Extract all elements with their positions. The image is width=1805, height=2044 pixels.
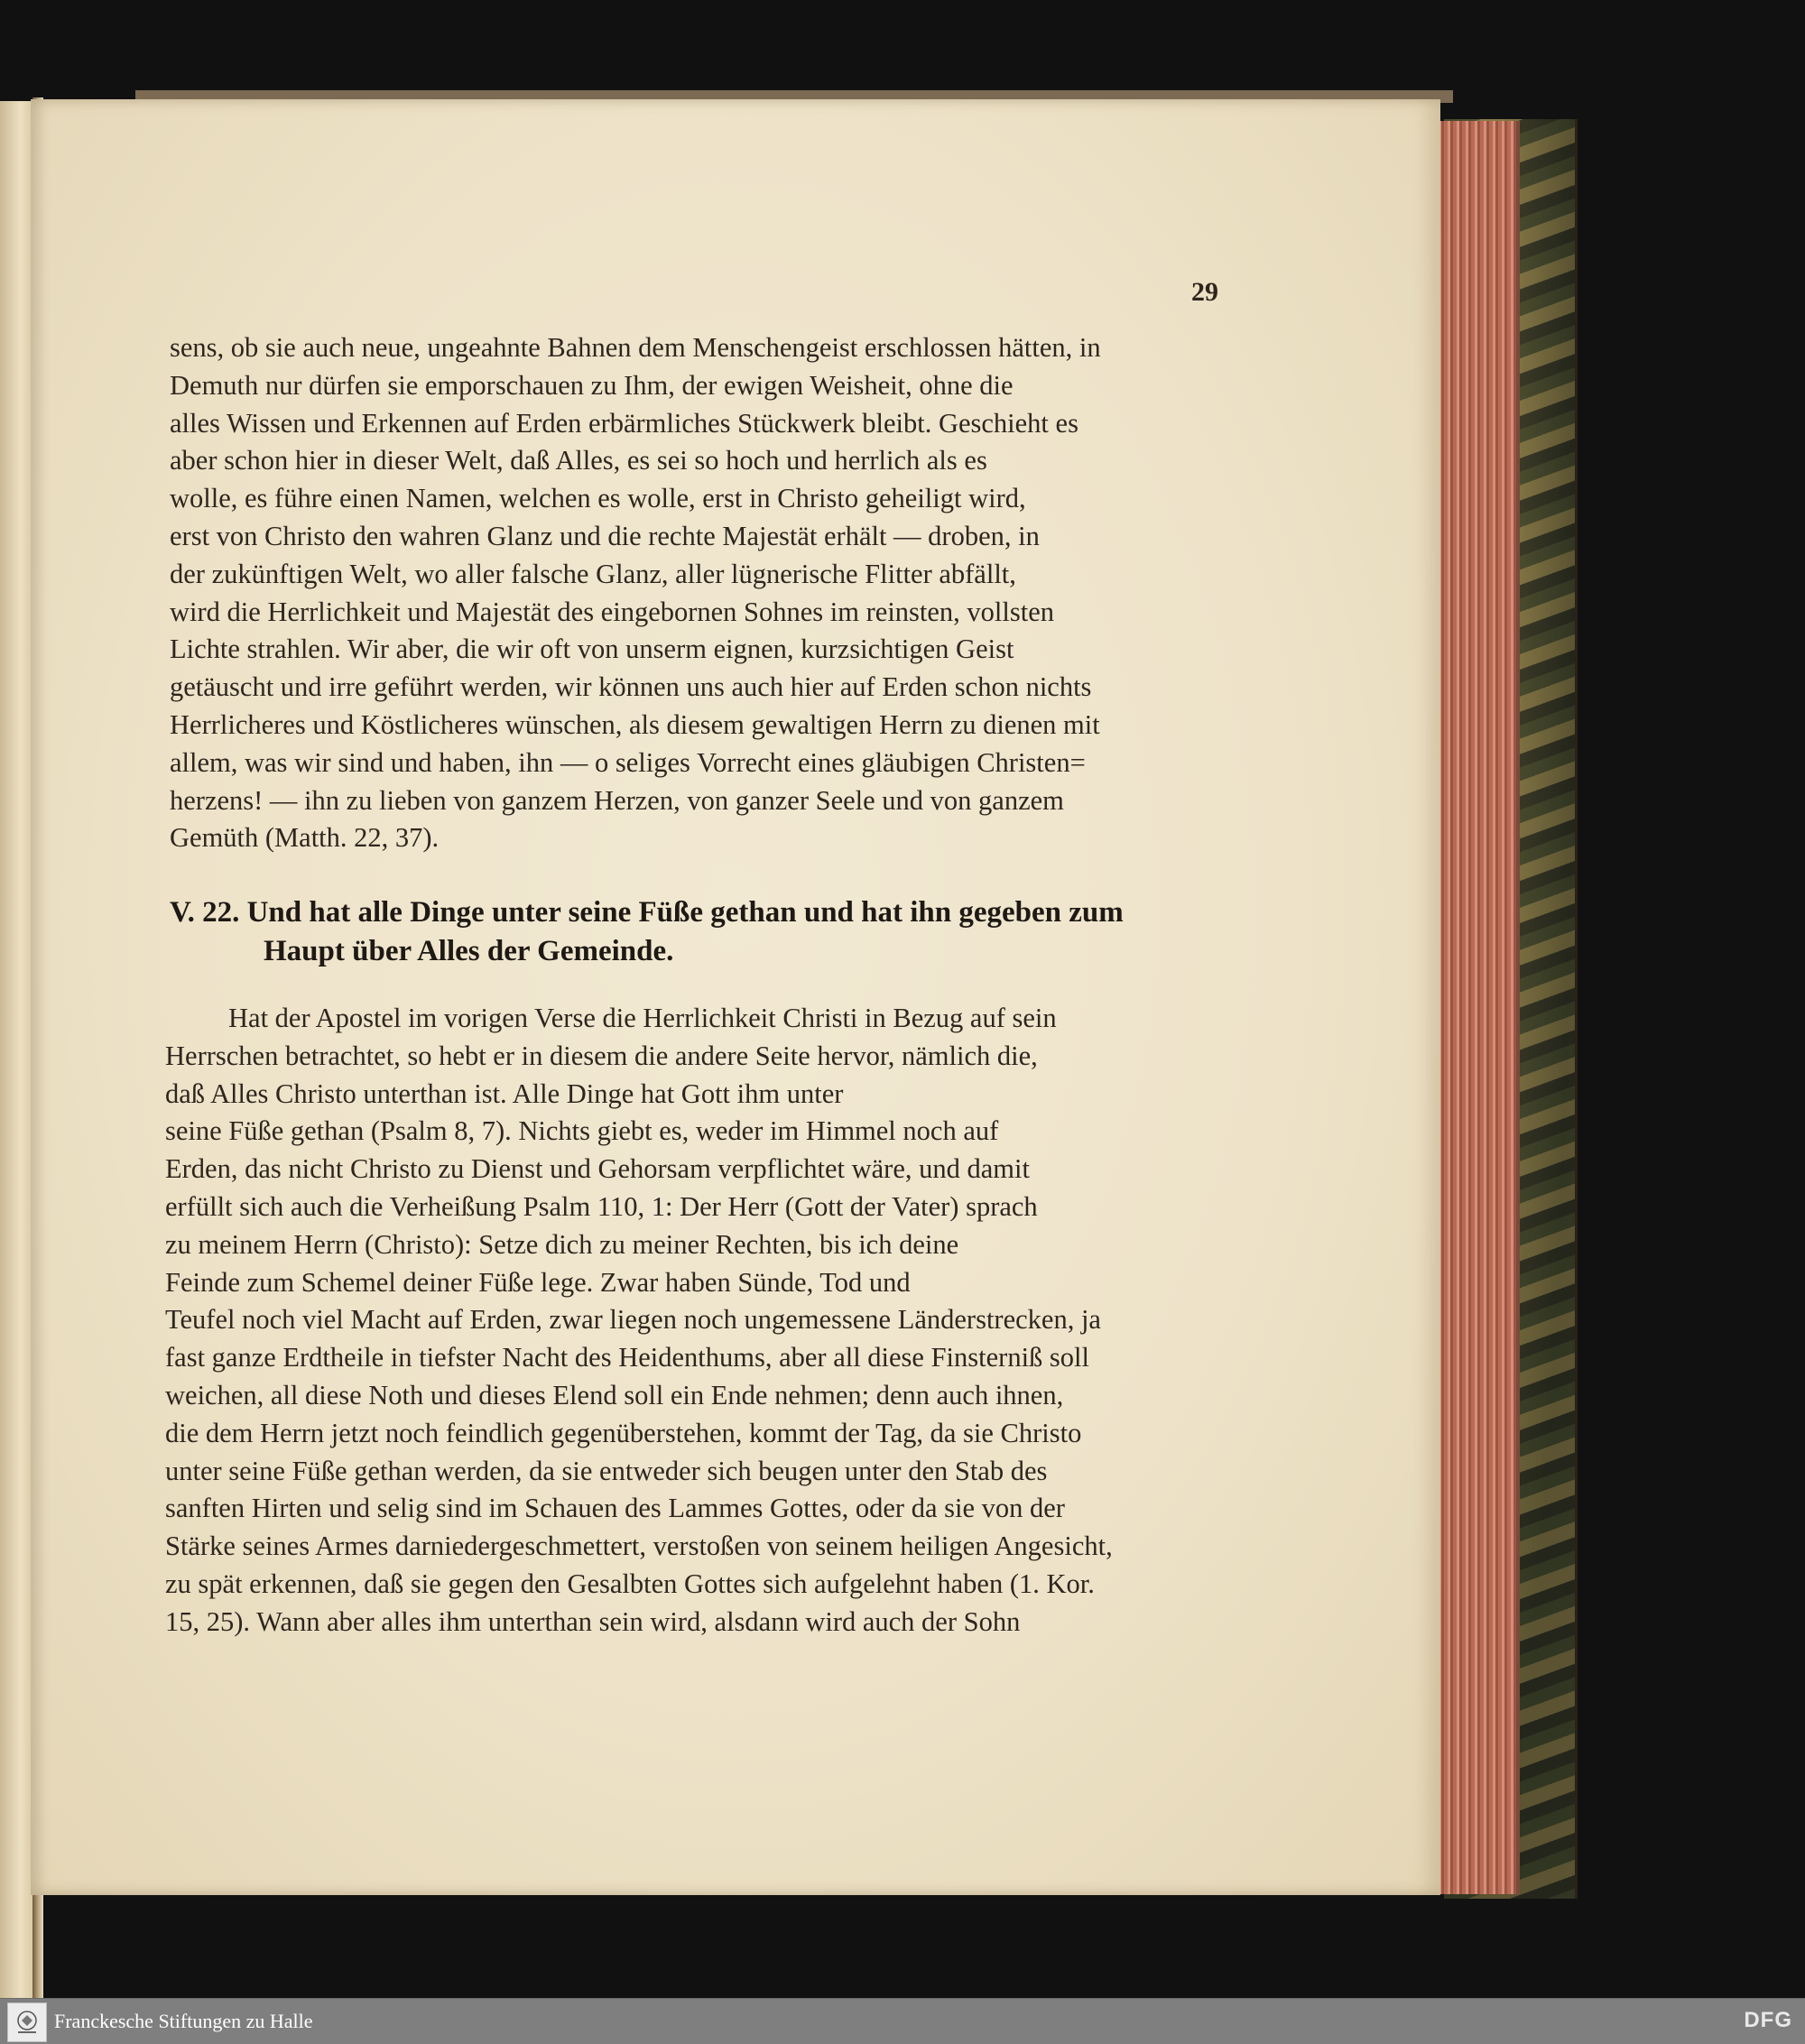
text-line: Demuth nur dürfen sie emporschauen zu Ihm, der ewigen Weisheit, ohne die bbox=[170, 369, 1014, 401]
text-line: Lichte strahlen. Wir aber, die wir oft von unserm eignen, kurzsichtigen Geist bbox=[170, 634, 1014, 665]
text-line: Erden, das nicht Christo zu Dienst und Gehorsam verpflichtet wäre, und damit bbox=[165, 1153, 1030, 1185]
text-line: herzens! — ihn zu lieben von ganzem Herzen, von ganzer Seele und von ganzem bbox=[170, 784, 1064, 816]
text-line: fast ganze Erdtheile in tiefster Nacht des Heidenthums, aber all diese Finsterniß soll bbox=[165, 1342, 1089, 1373]
text-line: wird die Herrlichkeit und Majestät des eingebornen Sohnes im reinsten, vollsten bbox=[170, 596, 1055, 627]
text-line: seine Füße gethan (Psalm 8, 7). Nichts giebt es, weder im Himmel noch auf bbox=[165, 1115, 999, 1147]
text-line: zu meinem Herrn (Christo): Setze dich zu meiner Rechten, bis ich deine bbox=[165, 1228, 959, 1260]
seal-icon[interactable] bbox=[7, 2002, 47, 2042]
institution-name[interactable]: Franckesche Stiftungen zu Halle bbox=[54, 2010, 313, 2032]
verse-heading bbox=[170, 893, 1227, 971]
text-line: weichen, all diese Noth und dieses Elend soll ein Ende nehmen; denn auch ihnen, bbox=[165, 1379, 1064, 1410]
page-number: 29 bbox=[1191, 277, 1218, 307]
text-line: getäuscht und irre geführt werden, wir können uns auch hier auf Erden schon nichts bbox=[170, 671, 1092, 703]
text-line: 15, 25). Wann aber alles ihm unterthan sein wird, alsdann wird auch der Sohn bbox=[165, 1605, 1021, 1637]
text-line: der zukünftigen Welt, wo aller falsche Glanz, aller lügnerische Flitter abfällt, bbox=[170, 558, 1016, 589]
text-line: unter seine Füße gethan werden, da sie entweder sich beugen unter den Stab des bbox=[165, 1455, 1048, 1486]
text-line: Gemüth (Matth. 22, 37). bbox=[170, 822, 440, 854]
viewer-footer bbox=[0, 1998, 1805, 2044]
text-line: sanften Hirten und selig sind im Schauen des Lammes Gottes, oder da sie von der bbox=[165, 1493, 1065, 1524]
text-line: sens, ob sie auch neue, ungeahnte Bahnen dem Menschengeist erschlossen hätten, in bbox=[170, 332, 1101, 363]
text-line: aber schon hier in dieser Welt, daß Alles, es sei so hoch und herrlich als es bbox=[170, 445, 987, 476]
text-line: alles Wissen und Erkennen auf Erden erbärmliches Stückwerk bleibt. Geschieht es bbox=[170, 407, 1078, 439]
text-line: Hat der Apostel im vorigen Verse die Herrlichkeit Christi in Bezug auf sein bbox=[228, 1003, 1057, 1033]
verse-heading-line: V. 22. Und hat alle Dinge unter seine Füße gethan und hat ihn gegeben zum bbox=[170, 896, 1124, 929]
paragraph-continuation bbox=[170, 329, 1227, 857]
text-line: erfüllt sich auch die Verheißung Psalm 110, 1: Der Herr (Gott der Vater) sprach bbox=[165, 1190, 1038, 1222]
dfg-logo[interactable]: DFG bbox=[1744, 2008, 1792, 2032]
text-line: daß Alles Christo unterthan ist. Alle Dinge hat Gott ihm unter bbox=[165, 1077, 844, 1109]
page-edges bbox=[1435, 121, 1520, 1894]
text-line: erst von Christo den wahren Glanz und die rechte Majestät erhält — droben, in bbox=[170, 520, 1040, 551]
commentary-paragraph bbox=[165, 1000, 1223, 1642]
text-line: allem, was wir sind und haben, ihn — o seliges Vorrecht eines gläubigen Christen= bbox=[170, 746, 1086, 778]
text-line: Stärke seines Armes darniedergeschmettert, verstoßen von seinem heiligen Angesicht, bbox=[165, 1531, 1113, 1562]
text-line: die dem Herrn jetzt noch feindlich gegenüberstehen, kommt der Tag, da sie Christo bbox=[165, 1417, 1082, 1448]
previous-page-edge bbox=[0, 101, 34, 1998]
text-line: zu spät erkennen, daß sie gegen den Gesalbten Gottes sich aufgelehnt haben (1. Kor. bbox=[165, 1568, 1095, 1599]
text-line: Herrschen betrachtet, so hebt er in diesem die andere Seite hervor, nämlich die, bbox=[165, 1040, 1038, 1071]
verse-heading-line: Haupt über Alles der Gemeinde. bbox=[264, 935, 674, 967]
text-line: Teufel noch viel Macht auf Erden, zwar liegen noch ungemessene Länderstrecken, ja bbox=[165, 1304, 1101, 1336]
text-line: Feinde zum Schemel deiner Füße lege. Zwar haben Sünde, Tod und bbox=[165, 1266, 911, 1298]
text-line: wolle, es führe einen Namen, welchen es wolle, erst in Christo geheiligt wird, bbox=[170, 483, 1026, 514]
text-line: Herrlicheres und Köstlicheres wünschen, als diesem gewaltigen Herrn zu dienen mit bbox=[170, 708, 1100, 740]
